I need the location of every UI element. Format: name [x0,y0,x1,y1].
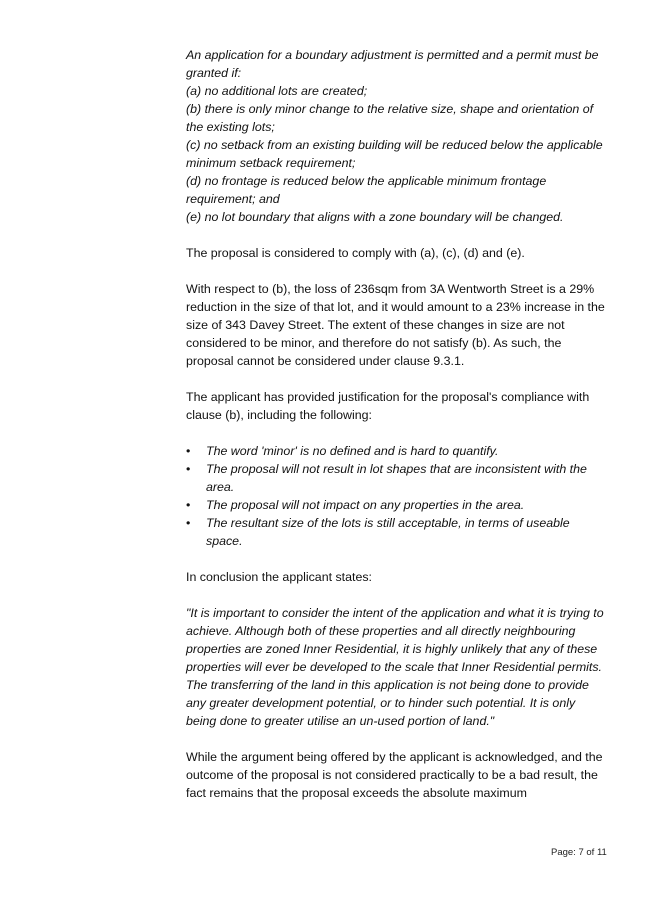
paragraph-applicant: The applicant has provided justification for the proposal's compliance with clause (b), including the following: [186,390,590,422]
criteria-a: (a) no additional lots are created; [186,84,368,98]
bullet-icon: • [186,444,191,458]
applicant-quote: "It is important to consider the intent of the application and what it is trying to achieve. Although both of these properties and all directly neighbouring properties are zoned Inner Residential, it is highly unlikely that any of these properties will ever be developed to the scale that Inner Residential permits. The transferring of the land in this application is not being done to provide any greater development potential, or to hinder such potential. It is only being done to greater utilise an un-used portion of land." [186,606,604,728]
list-item: • The proposal will not impact on any properties in the area. [186,498,525,512]
list-item: • The word 'minor' is no defined and is hard to quantify. [186,444,499,458]
list-item: • The resultant size of the lots is still acceptable, in terms of useable space. [186,516,570,548]
justification-list [186,442,606,550]
paragraph-conclusion: In conclusion the applicant states: [186,570,372,584]
list-item: • The proposal will not result in lot shapes that are inconsistent with the area. [186,462,587,494]
criteria-d: (d) no frontage is reduced below the applicable minimum frontage requirement; and [186,174,547,206]
paragraph-respect: With respect to (b), the loss of 236sqm from 3A Wentworth Street is a 29% reduction in the size of that lot, and it would amount to a 23% increase in the size of 343 Davey Street. The extent of these changes in size are not considered to be minor, and therefore do not satisfy (b). As such, the proposal cannot be considered under clause 9.3.1. [186,282,605,368]
criteria-c: (c) no setback from an existing building will be reduced below the applicable minimum setback requirement; [186,138,603,170]
clause-criteria [186,46,606,226]
criteria-e: (e) no lot boundary that aligns with a zone boundary will be changed. [186,210,564,224]
paragraph-argument: While the argument being offered by the applicant is acknowledged, and the outcome of the proposal is not considered practically to be a bad result, the fact remains that the proposal exceeds the absolute maximum [186,750,603,800]
criteria-intro: An application for a boundary adjustment is permitted and a permit must be granted if: [186,48,599,80]
bullet-icon: • [186,462,191,476]
criteria-b: (b) there is only minor change to the relative size, shape and orientation of the existing lots; [186,102,594,134]
paragraph-comply: The proposal is considered to comply with (a), (c), (d) and (e). [186,246,525,260]
bullet-icon: • [186,498,191,512]
page-body [186,46,606,802]
page-number: Page: 7 of 11 [551,847,607,858]
bullet-icon: • [186,516,191,530]
